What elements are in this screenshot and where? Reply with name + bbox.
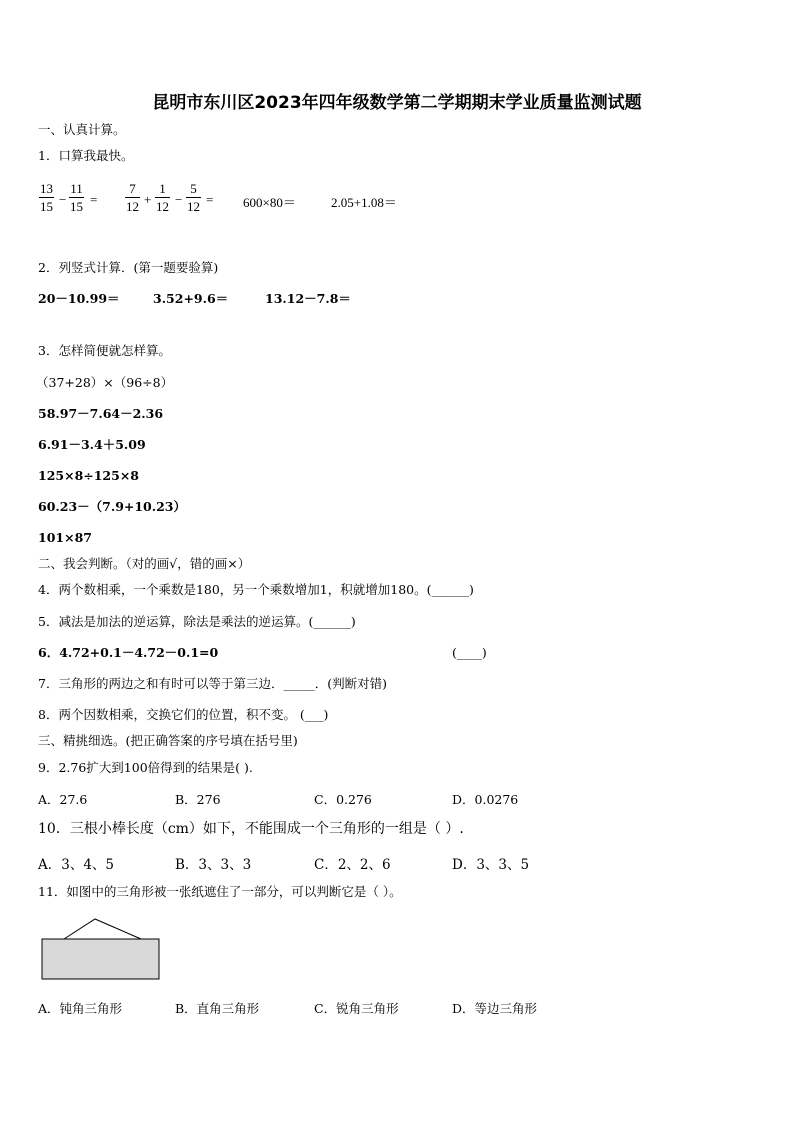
q11-label: 11．如图中的三角形被一张纸遮住了一部分，可以判断它是（ ）。 xyxy=(38,884,402,899)
q6-text: 6．4.72+0.1－4.72－0.1=0 xyxy=(38,645,219,660)
section-3-heading: 三、精挑细选。(把正确答案的序号填在括号里) xyxy=(38,733,298,748)
fraction-bar xyxy=(39,197,54,198)
covering-paper xyxy=(42,939,159,979)
denominator: 12 xyxy=(126,199,139,214)
denominator: 12 xyxy=(187,199,200,214)
q9-option-c: C．0.276 xyxy=(314,792,372,807)
q11-option-d: D．等边三角形 xyxy=(452,1001,538,1016)
page-title: 昆明市东川区2023年四年级数学第二学期期末学业质量监测试题 xyxy=(152,93,642,113)
q11-option-a: A．钝角三角形 xyxy=(38,1001,123,1016)
q3-item: （37+28）×（96÷8） xyxy=(36,375,174,390)
q9-option-a: A．27.6 xyxy=(38,792,88,807)
q6-answer-blank: (____) xyxy=(452,645,487,660)
q10-option-c: C．2、2、6 xyxy=(314,857,391,873)
q10-option-d: D．3、3、5 xyxy=(452,857,530,873)
q3-item: 58.97－7.64－2.36 xyxy=(38,406,164,421)
q3-label: 3．怎样简便就怎样算。 xyxy=(38,343,171,358)
fraction xyxy=(39,181,54,214)
section-2-heading: 二、我会判断。（对的画√，错的画×） xyxy=(38,556,251,571)
q2-label: 2．列竖式计算．(第一题要验算) xyxy=(38,260,219,275)
fraction xyxy=(155,181,170,214)
q1-expression-3: 600×80＝ xyxy=(243,195,296,210)
denominator: 12 xyxy=(156,199,169,214)
q4-text: 4．两个数相乘，一个乘数是180，另一个乘数增加1，积就增加180。(______) xyxy=(38,582,474,597)
q2-item: 13.12－7.8＝ xyxy=(265,291,351,306)
triangle-top-outline xyxy=(64,919,141,939)
operator: + xyxy=(144,192,152,207)
equals-sign: = xyxy=(90,192,98,207)
q3-item: 60.23－（7.9+10.23） xyxy=(38,499,187,514)
q7-text: 7．三角形的两边之和有时可以等于第三边．_____．(判断对错) xyxy=(38,676,387,691)
fraction-bar xyxy=(186,197,201,198)
q9-label: 9．2.76扩大到100倍得到的结果是( ). xyxy=(38,760,253,775)
q2-item: 20－10.99＝ xyxy=(38,291,120,306)
q1-expression-4: 2.05+1.08＝ xyxy=(331,195,397,210)
numerator: 7 xyxy=(129,181,136,196)
fraction-bar xyxy=(155,197,170,198)
numerator: 11 xyxy=(70,181,83,196)
numerator: 5 xyxy=(190,181,197,196)
q11-option-c: C．锐角三角形 xyxy=(314,1001,399,1016)
fraction xyxy=(186,181,201,214)
q8-text: 8．两个因数相乘，交换它们的位置，积不变。 (___) xyxy=(38,707,329,722)
fraction-bar xyxy=(125,197,140,198)
q10-label: 10．三根小棒长度（cm）如下，不能围成一个三角形的一组是（ ）. xyxy=(38,821,464,837)
fraction-bar xyxy=(69,197,84,198)
q10-option-a: A．3、4、5 xyxy=(38,857,115,873)
q11-option-b: B．直角三角形 xyxy=(175,1001,260,1016)
q2-item: 3.52+9.6＝ xyxy=(153,291,229,306)
numerator: 13 xyxy=(40,181,53,196)
q9-option-d: D．0.0276 xyxy=(452,792,519,807)
fraction xyxy=(69,181,84,214)
equals-sign: = xyxy=(206,192,214,207)
covered-triangle-figure xyxy=(40,917,164,983)
q9-option-b: B．276 xyxy=(175,792,221,807)
denominator: 15 xyxy=(40,199,53,214)
q3-item: 6.91－3.4＋5.09 xyxy=(38,437,146,452)
fraction xyxy=(125,181,140,214)
q3-item: 125×8÷125×8 xyxy=(38,468,140,483)
q1-label: 1．口算我最快。 xyxy=(38,148,134,163)
q5-text: 5．减法是加法的逆运算，除法是乘法的逆运算。(______) xyxy=(38,614,356,629)
operator: − xyxy=(59,192,67,207)
q3-item: 101×87 xyxy=(38,530,92,545)
numerator: 1 xyxy=(159,181,166,196)
operator: − xyxy=(175,192,183,207)
q10-option-b: B．3、3、3 xyxy=(175,857,252,873)
denominator: 15 xyxy=(70,199,83,214)
section-1-heading: 一、认真计算。 xyxy=(38,122,126,137)
